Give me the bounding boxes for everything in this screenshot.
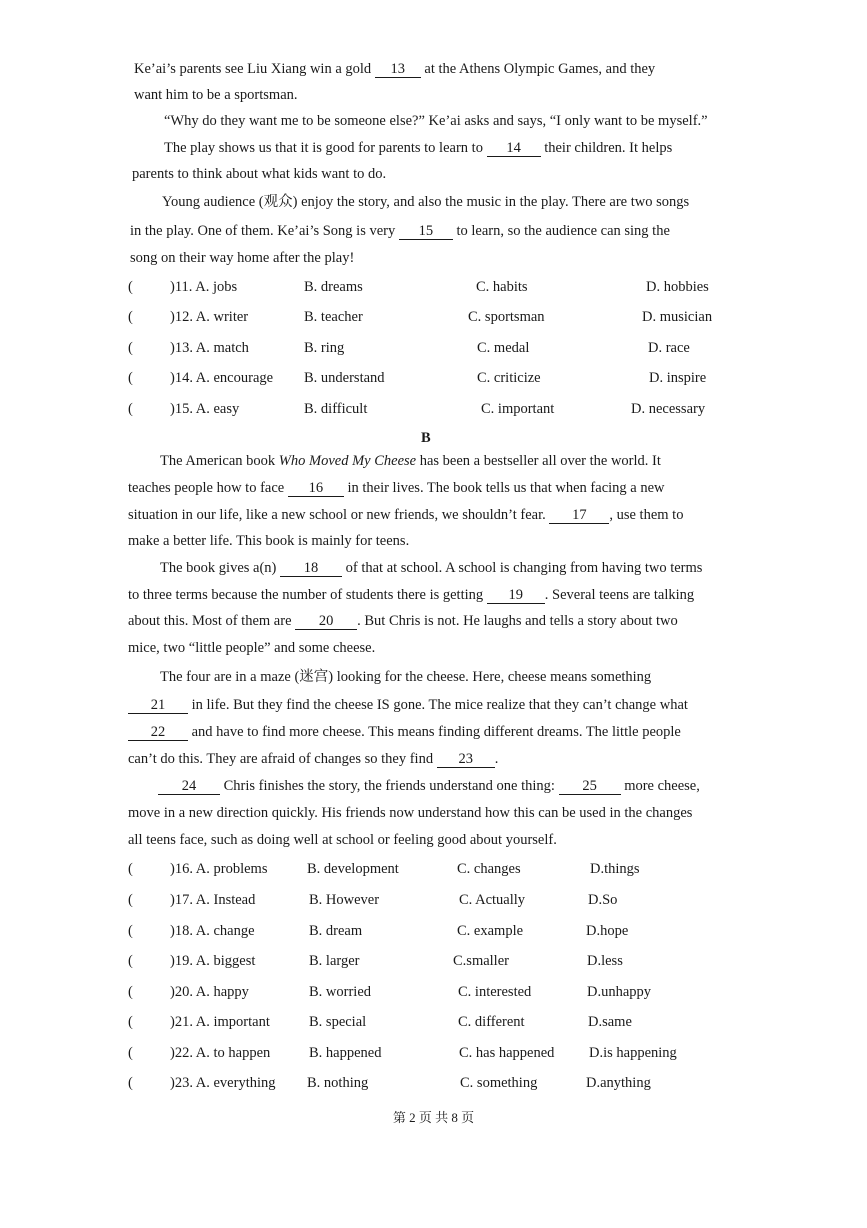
question-11: )11. A. jobs [170, 279, 238, 295]
option-c: C. example [457, 923, 524, 939]
blank-15[interactable]: 15 [399, 223, 453, 240]
option-d: D.things [590, 861, 640, 877]
option-c: C. medal [477, 340, 530, 356]
passage-a-line-2: want him to be a sportsman. [134, 87, 298, 103]
passage-b-line-12: can’t do this. They are afraid of changes so they find 23 . [128, 751, 499, 767]
passage-b-line-6: to three terms because the number of students there is getting 19 . Several teens are talking [128, 587, 695, 603]
option-c: C. Actually [459, 892, 526, 908]
blank-18[interactable]: 18 [280, 560, 342, 577]
answer-paren[interactable]: ( [128, 1014, 133, 1030]
blank-20[interactable]: 20 [295, 613, 357, 630]
question-15: )15. A. easy [170, 401, 240, 417]
option-d: D. inspire [649, 370, 707, 386]
option-b: B. worried [309, 984, 372, 1000]
option-b: B. ring [304, 340, 345, 356]
option-d: D. necessary [631, 401, 706, 417]
section-b-title: B [421, 430, 431, 446]
passage-a-line-3: “Why do they want me to be someone else?” Ke’ai asks and says, “I only want to be myself.” [164, 113, 708, 129]
question-19: )19. A. biggest [170, 953, 256, 969]
passage-a-line-7: in the play. One of them. Ke’ai’s Song is very 15 to learn, so the audience can sing the [130, 223, 670, 239]
option-d: D.is happening [589, 1045, 677, 1061]
answer-paren[interactable]: ( [128, 861, 133, 877]
option-c: C.smaller [453, 953, 509, 969]
passage-b-line-8: mice, two “little people” and some cheese. [128, 640, 376, 656]
question-23: )23. A. everything [170, 1075, 276, 1091]
passage-b-line-13: 24 Chris finishes the story, the friends understand one thing: 25 more cheese, [158, 776, 700, 796]
book-title: Who Moved My Cheese [278, 453, 417, 469]
blank-13[interactable]: 13 [375, 61, 421, 78]
question-12: )12. A. writer [170, 309, 249, 325]
question-18: )18. A. change [170, 923, 255, 939]
option-d: D.unhappy [587, 984, 652, 1000]
question-17: )17. A. Instead [170, 892, 256, 908]
passage-b-line-15: all teens face, such as doing well at school or feeling good about yourself. [128, 832, 557, 848]
blank-19[interactable]: 19 [487, 587, 545, 604]
passage-a-line-6: Young audience (观众) enjoy the story, and also the music in the play. There are two songs [162, 194, 690, 210]
question-14: )14. A. encourage [170, 370, 274, 386]
option-b: B. nothing [307, 1075, 369, 1091]
option-d: D.same [588, 1014, 632, 1030]
option-d: D. race [648, 340, 690, 356]
answer-paren[interactable]: ( [128, 401, 133, 417]
option-d: D.So [588, 892, 618, 908]
blank-25[interactable]: 25 [559, 778, 621, 795]
option-b: B. teacher [304, 309, 363, 325]
option-c: C. important [481, 401, 555, 417]
option-b: B. understand [304, 370, 385, 386]
option-b: B. larger [309, 953, 360, 969]
question-20: )20. A. happy [170, 984, 249, 1000]
page-footer: 第 2 页 共 8 页 [392, 1110, 475, 1125]
option-c: C. different [458, 1014, 525, 1030]
passage-b-line-2: teaches people how to face 16 in their lives. The book tells us that when facing a new [128, 480, 665, 496]
option-c: C. habits [476, 279, 528, 295]
answer-paren[interactable]: ( [128, 892, 133, 908]
option-c: C. criticize [477, 370, 541, 386]
option-d: D.less [587, 953, 623, 969]
option-b: B. development [307, 861, 399, 877]
option-c: C. changes [457, 861, 521, 877]
answer-paren[interactable]: ( [128, 953, 133, 969]
answer-paren[interactable]: ( [128, 984, 133, 1000]
question-22: )22. A. to happen [170, 1045, 271, 1061]
answer-paren[interactable]: ( [128, 1045, 133, 1061]
answer-paren[interactable]: ( [128, 309, 133, 325]
passage-a-line-4: The play shows us that it is good for parents to learn to 14 their children. It helps [164, 140, 673, 156]
blank-21[interactable]: 21 [128, 697, 188, 714]
option-b: B. dream [309, 923, 363, 939]
question-16: )16. A. problems [170, 861, 268, 877]
passage-a-line-1: Ke’ai’s parents see Liu Xiang win a gold 13 at the Athens Olympic Games, and they [134, 61, 656, 77]
option-d: D.hope [586, 923, 629, 939]
option-b: B. dreams [304, 279, 363, 295]
passage-b-line-7: about this. Most of them are 20 . But Chris is not. He laughs and tells a story about two [128, 613, 678, 629]
passage-b-line-1: The American book Who Moved My Cheese has been a bestseller all over the world. It [160, 453, 661, 469]
option-c: C. something [460, 1075, 538, 1091]
passage-b-line-3: situation in our life, like a new school or new friends, we shouldn’t fear. 17 , use them to [128, 507, 684, 523]
option-d: D. musician [642, 309, 713, 325]
answer-paren[interactable]: ( [128, 1075, 133, 1091]
option-b: B. happened [309, 1045, 382, 1061]
blank-16[interactable]: 16 [288, 480, 344, 497]
passage-b-line-5: The book gives a(n) 18 of that at school. A school is changing from having two terms [160, 560, 703, 576]
answer-paren[interactable]: ( [128, 370, 133, 386]
answer-paren[interactable]: ( [128, 923, 133, 939]
answer-paren[interactable]: ( [128, 279, 133, 295]
passage-a-line-8: song on their way home after the play! [130, 250, 355, 266]
passage-a-line-5: parents to think about what kids want to do. [132, 166, 387, 182]
option-d: D. hobbies [646, 279, 709, 295]
blank-23[interactable]: 23 [437, 751, 495, 768]
passage-b-line-11: 22 and have to find more cheese. This means finding different dreams. The little people [128, 722, 681, 742]
passage-b-line-10: 21 in life. But they find the cheese IS gone. The mice realize that they can’t change what [128, 695, 688, 715]
option-c: C. sportsman [468, 309, 545, 325]
question-13: )13. A. match [170, 340, 249, 356]
passage-b-line-4: make a better life. This book is mainly for teens. [128, 533, 410, 549]
option-b: B. special [309, 1014, 367, 1030]
blank-22[interactable]: 22 [128, 724, 188, 741]
option-b: B. difficult [304, 401, 368, 417]
option-c: C. interested [458, 984, 532, 1000]
option-d: D.anything [586, 1075, 651, 1091]
question-21: )21. A. important [170, 1014, 270, 1030]
answer-paren[interactable]: ( [128, 340, 133, 356]
passage-b-line-14: move in a new direction quickly. His friends now understand how this can be used in the changes [128, 805, 693, 821]
option-b: B. However [309, 892, 380, 908]
option-c: C. has happened [459, 1045, 555, 1061]
passage-b-line-9: The four are in a maze (迷宫) looking for the cheese. Here, cheese means something [160, 669, 652, 685]
blank-14[interactable]: 14 [487, 140, 541, 157]
blank-24[interactable]: 24 [158, 778, 220, 795]
blank-17[interactable]: 17 [549, 507, 609, 524]
